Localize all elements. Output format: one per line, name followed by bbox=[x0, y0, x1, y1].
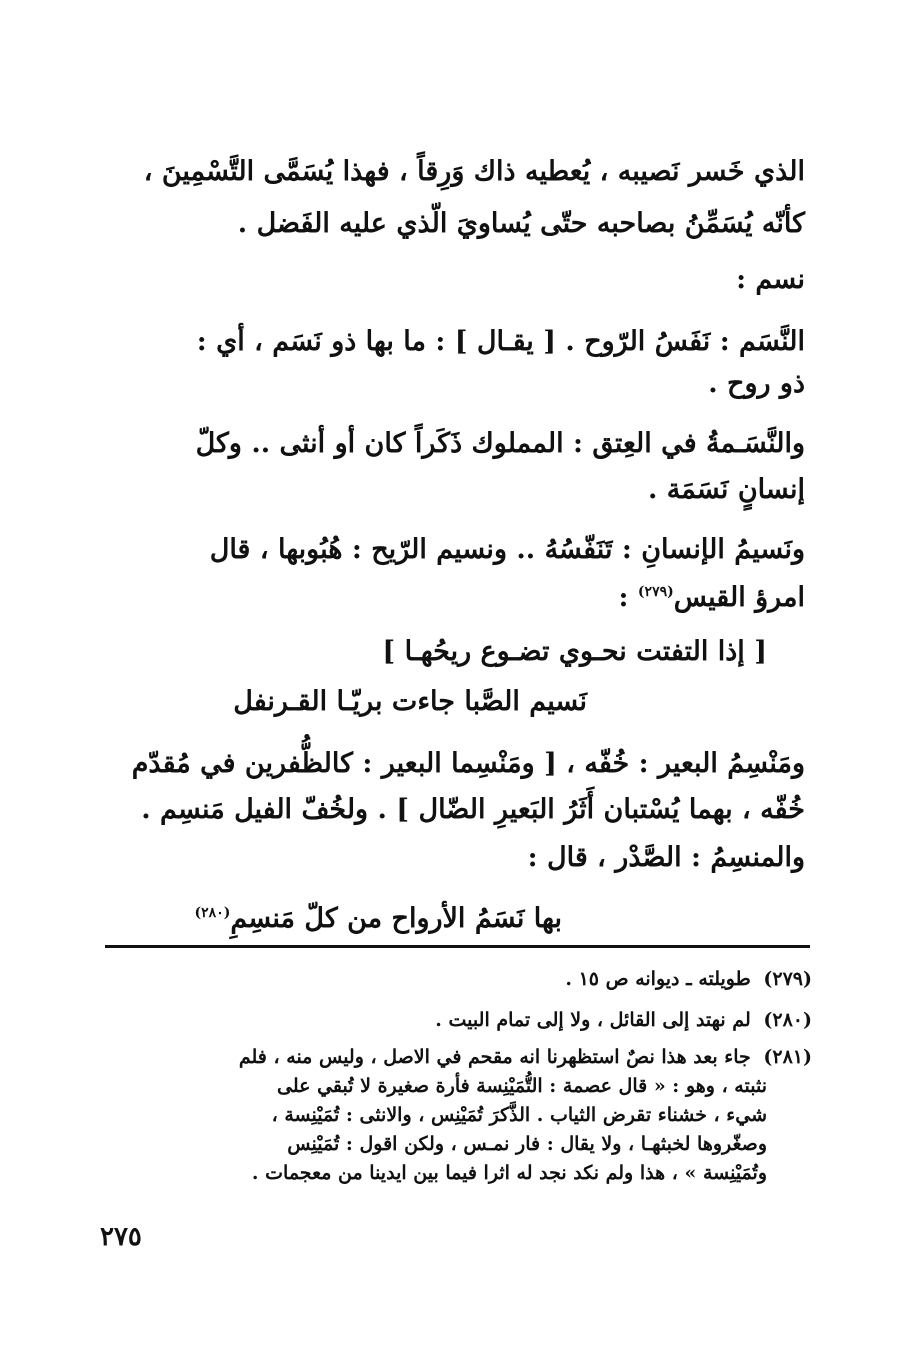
page-number: ٢٧٥ bbox=[100, 1222, 142, 1252]
text-line-12: والمنسِمُ : الصَّدْر ، قال : bbox=[527, 842, 805, 873]
footnote-280 bbox=[102, 1006, 812, 1035]
text-line-5: ذو روح . bbox=[708, 368, 805, 399]
footnote-text: جاء بعد هذا نصٌ استظهرنا انه مقحم في الاصل ، وليس منه ، فلم bbox=[238, 1046, 751, 1068]
footnote-number: (٢٨٠) bbox=[763, 1009, 812, 1031]
footnote-text: لم نهتد إلى القائل ، ولا إلى تمام البيت . bbox=[435, 1009, 751, 1031]
footnote-number: (٢٨١) bbox=[763, 1046, 812, 1068]
text-line-2: كأنّه يُسَمِّنُ بصاحبه حتّى يُساويَ الّذي عليه الفَضل . bbox=[237, 208, 805, 239]
colon: : bbox=[618, 582, 629, 613]
text-line-1: الذي خَسر نَصيبه ، يُعطيه ذاك وَرِقاً ، فهذا يُسَمَّى التَّسْمِينَ ، bbox=[143, 156, 805, 187]
footnote-279 bbox=[102, 965, 812, 994]
verse-line-2: نَسيم الصَّبا جاءت بريّـا القـرنفل bbox=[233, 686, 587, 717]
footnote-ref-279: (٢٧٩) bbox=[637, 584, 674, 600]
verse-line-3 bbox=[195, 893, 562, 939]
footnote-281-line-2: نثبته ، وهو : « قال عصمة : التُّمَيْنِسة فأرة صغيرة لا تُبقي على bbox=[276, 1075, 767, 1097]
footnote-ref-280: (٢٨٠) bbox=[194, 905, 231, 921]
footnote-divider bbox=[105, 945, 810, 948]
footnote-number: (٢٧٩) bbox=[763, 968, 812, 990]
verse-3-text: بها نَسَمُ الأرواح من كلّ مَنسِمِ bbox=[230, 903, 562, 934]
section-heading-nasam: نسم : bbox=[736, 264, 805, 295]
verse-line-1: [ إذا التفتت نحـوي تضـوع ريحُهـا ] bbox=[382, 636, 767, 667]
text-line-8: ونَسيمُ الإنسانِ : تَنَفّسُهُ .. ونسيم الرّيح : هُبُوبها ، قال bbox=[209, 534, 805, 565]
text-line-10: ومَنْسِمُ البعير : خُفّه ، [ ومَنْسِما البعير : كالظُّفرين في مُقدّم bbox=[131, 748, 805, 779]
text-line-9 bbox=[105, 572, 805, 618]
text-line-7: إنسانٍ نَسَمَة . bbox=[647, 474, 805, 505]
footnote-281-line-5: وتُمَيْنِسة » ، هذا ولم نكد نجد له اثرا فيما بين ايدينا من معجمات . bbox=[251, 1162, 767, 1184]
footnote-281 bbox=[102, 1043, 812, 1072]
poet-name: امرؤ القيس bbox=[673, 582, 805, 613]
footnote-text: طويلته ـ ديوانه ص ١٥ . bbox=[565, 968, 751, 990]
text-line-4: النَّسَم : نَفَسُ الرّوح . [ يقـال ] : ما بها ذو نَسَم ، أي : bbox=[196, 326, 805, 357]
text-line-6: والنَّسَـمةُ في العِتق : المملوك ذَكَراً كان أو أنثى .. وكلّ bbox=[195, 428, 805, 459]
footnote-281-line-4: وصغّروها لخبثهـا ، ولا يقال : فار نمـس ، ولكن اقول : تُمَيْنِس bbox=[287, 1133, 767, 1155]
footnote-281-line-3: شيء ، خشناء تقرض الثياب . الذَّكرَ تُمَيْنِس ، والانثى : تُمَيْنِسة ، bbox=[271, 1104, 767, 1126]
text-line-11: خُفّه ، بهما يُسْتبان أَثَرُ البَعيرِ الضّال ] . ولخُفّ الفيل مَنسِم . bbox=[141, 794, 805, 825]
